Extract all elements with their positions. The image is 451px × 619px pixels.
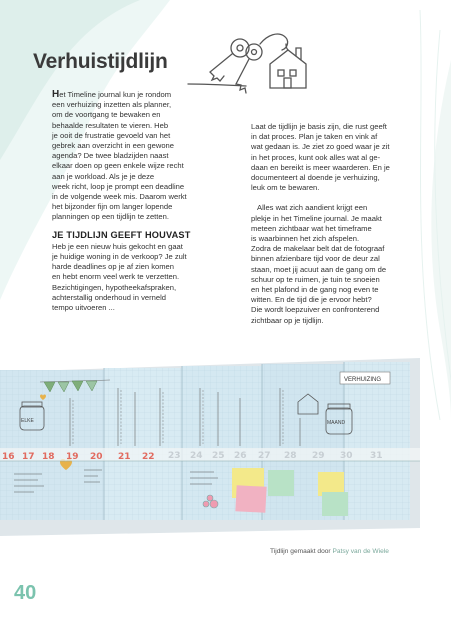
page-number: 40 bbox=[14, 582, 37, 604]
journal-date-20: 20 bbox=[90, 452, 103, 462]
journal-date-19: 19 bbox=[66, 452, 79, 462]
journal-date-17: 17 bbox=[22, 452, 35, 462]
journal-date-18: 18 bbox=[42, 452, 55, 462]
journal-date-23: 23 bbox=[168, 451, 181, 461]
jar-label-right: MAAND bbox=[327, 420, 346, 426]
journal-date-30: 30 bbox=[340, 451, 353, 461]
journal-date-24: 24 bbox=[190, 451, 203, 461]
jar-label-left: ELKE bbox=[21, 418, 34, 424]
journal-date-28: 28 bbox=[284, 451, 297, 461]
caption-author: Patsy van de Wiele bbox=[332, 548, 389, 555]
right-paragraph-1: Laat de tijdlijn je basis zijn, die rust geeft in dat proces. Plan je taken en vink af wat gedaan is. Je ziet zo goed waar je zit in het proces, kunt ook alles wat al ge- daan en bereikt is meer waarderen. En je documenteert al doende je verhuizing, leuk om te bewaren. bbox=[251, 122, 390, 193]
journal-date-22: 22 bbox=[142, 452, 155, 462]
right-paragraph-2: Alles wat zich aandient krijgt een plekje in het Timeline journal. Je maakt meteen zichtbaar wat het timeframe is waarbinnen het zich afspelen. Zodra de makelaar belt dat de fotograaf binnen afzienbare tijd voor de deur zal staan, moet jij acuut aan de gang om de schuur op te ruimen, je tuin te snoeien en het plafond in de gang nog even te witten. En de tijd die je ervoor hebt? Die wordt loepzuiver en confronterend zichtbaar op je tijdlijn. bbox=[251, 203, 387, 325]
article-left-column bbox=[52, 90, 228, 313]
article-right-column bbox=[251, 122, 423, 326]
timeline-journal-photo bbox=[0, 358, 420, 536]
second-paragraph: Heb je een nieuw huis gekocht en gaat je huidige woning in de verkoop? Je zult harde deadlines op je af zien komen en hebt enorm veel werk te verzetten. Bezichtigingen, hypotheekafspraken, achterstallig onderhoud in verneld tempo uitvoeren ... bbox=[52, 241, 187, 313]
page-title: Verhuistijdlijn bbox=[33, 50, 168, 73]
intro-paragraph: Het Timeline journal kun je rondom een verhuizing inzetten als planner, om de voortgang te bewaken en behaalde resultaten te vieren. Heb je ooit de frustratie gevoeld van het gebrek aan overzicht in een gewone agenda? De twee bladzijden naast elkaar doen op geen enkele wijze recht aan je workload. Als je je deze week richt, loop je prompt een deadline in de volgende week mis. Daarom werkt het bijzonder fijn om langer lopende planningen op een tijdlijn te zetten. bbox=[52, 89, 187, 222]
drop-cap: H bbox=[52, 89, 60, 100]
image-caption: Tijdlijn gemaakt door Patsy van de Wiele bbox=[270, 548, 389, 555]
journal-date-16: 16 bbox=[2, 452, 15, 462]
section-subheading: JE TIJDLIJN GEEFT HOUVAST bbox=[52, 229, 191, 240]
journal-date-21: 21 bbox=[118, 452, 131, 462]
journal-date-25: 25 bbox=[212, 451, 225, 461]
journal-date-26: 26 bbox=[234, 451, 247, 461]
journal-date-27: 27 bbox=[258, 451, 271, 461]
journal-sticker-label: VERHUIZING bbox=[344, 377, 382, 383]
journal-date-31: 31 bbox=[370, 451, 383, 461]
journal-date-29: 29 bbox=[312, 451, 325, 461]
